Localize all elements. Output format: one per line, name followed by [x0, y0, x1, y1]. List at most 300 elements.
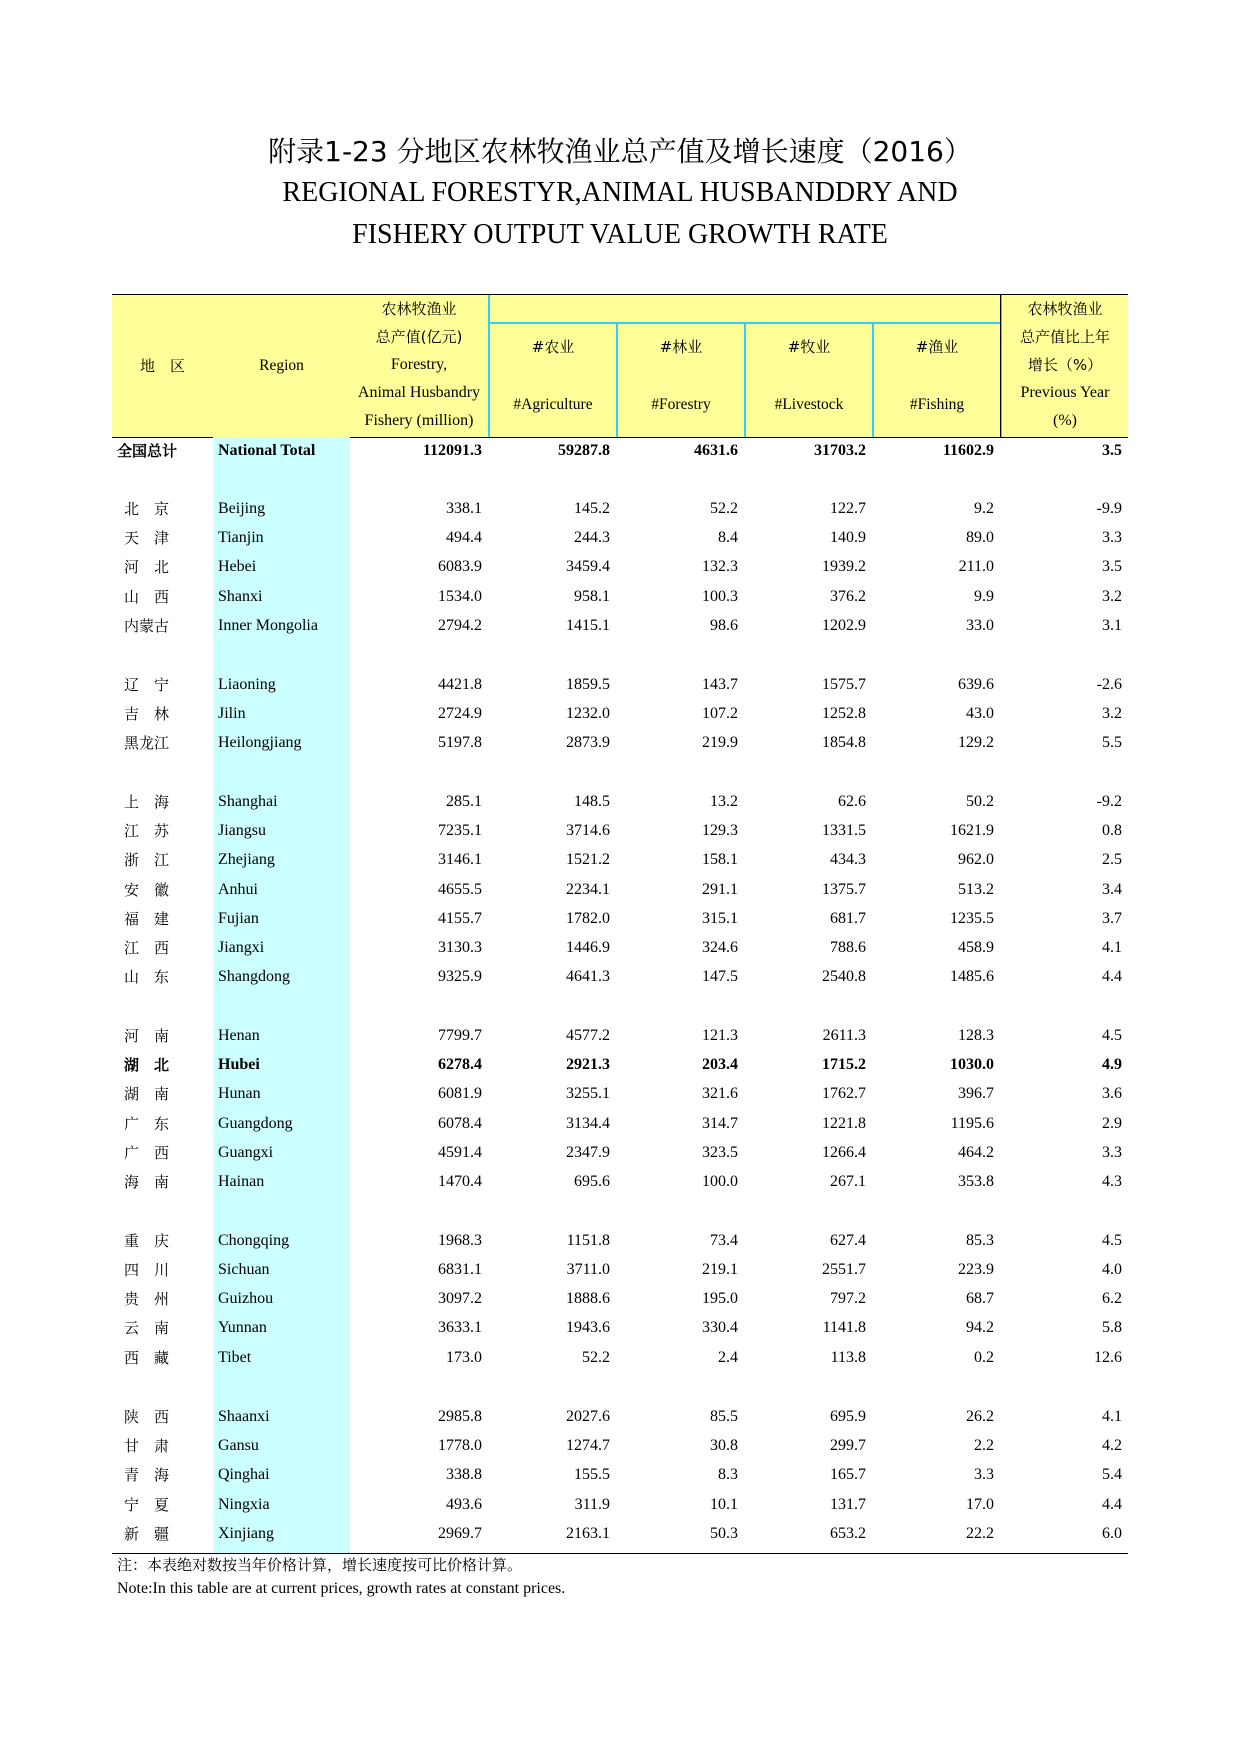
region-cn: 安 徽 — [124, 881, 170, 899]
cell-agri: 1446.9 — [566, 939, 610, 956]
region-en: Qinghai — [218, 1466, 270, 1483]
cell-agri: 2027.6 — [566, 1408, 610, 1425]
region-en: Jilin — [218, 705, 246, 722]
region-cn: 西 藏 — [124, 1349, 170, 1367]
cell-growth: 12.6 — [1094, 1349, 1122, 1366]
cell-agri: 1782.0 — [566, 910, 610, 927]
cell-growth: 4.1 — [1102, 939, 1122, 956]
region-cn: 福 建 — [124, 910, 170, 928]
cell-total: 1778.0 — [438, 1437, 482, 1454]
region-cn: 宁 夏 — [124, 1496, 170, 1514]
cell-growth: 4.5 — [1102, 1232, 1122, 1249]
cell-total: 7799.7 — [438, 1027, 482, 1044]
header-agri-cn: #农业 — [531, 338, 575, 356]
cell-fishing: 2.2 — [974, 1437, 994, 1454]
cell-total: 6278.4 — [438, 1056, 482, 1073]
cell-total: 4591.4 — [438, 1144, 482, 1161]
cell-fishing: 9.2 — [974, 500, 994, 517]
note-chinese: 注：本表绝对数按当年价格计算，增长速度按可比价格计算。 — [117, 1556, 523, 1574]
cell-agri: 1232.0 — [566, 705, 610, 722]
cell-forestry: 73.4 — [710, 1232, 738, 1249]
region-en: Inner Mongolia — [218, 617, 318, 634]
grid-line — [488, 322, 1000, 324]
cell-total: 4421.8 — [438, 676, 482, 693]
cell-total: 1968.3 — [438, 1232, 482, 1249]
cell-agri: 1521.2 — [566, 851, 610, 868]
cell-total: 2724.9 — [438, 705, 482, 722]
cell-livestock: 1141.8 — [822, 1319, 866, 1336]
cell-forestry: 8.4 — [718, 529, 738, 546]
region-cn: 北 京 — [124, 500, 170, 518]
cell-growth: 5.4 — [1102, 1466, 1122, 1483]
cell-livestock: 1375.7 — [822, 881, 866, 898]
region-cn: 山 西 — [124, 588, 170, 606]
cell-forestry: 315.1 — [702, 910, 738, 927]
cell-total: 2794.2 — [438, 617, 482, 634]
cell-forestry: 121.3 — [702, 1027, 738, 1044]
region-cn: 重 庆 — [124, 1232, 170, 1250]
table-row — [112, 1051, 1128, 1079]
cell-livestock: 1854.8 — [822, 734, 866, 751]
region-cn: 河 南 — [124, 1027, 170, 1045]
cell-livestock: 1331.5 — [822, 822, 866, 839]
cell-forestry: 132.3 — [702, 558, 738, 575]
cell-forestry: 8.3 — [718, 1466, 738, 1483]
cell-total: 494.4 — [446, 529, 482, 546]
cell-fishing: 1195.6 — [950, 1115, 994, 1132]
cell-livestock: 31703.2 — [814, 442, 866, 459]
table-row — [112, 1168, 1128, 1196]
cell-growth: 5.5 — [1102, 734, 1122, 751]
cell-livestock: 299.7 — [830, 1437, 866, 1454]
cell-growth: 4.1 — [1102, 1408, 1122, 1425]
cell-total: 4155.7 — [438, 910, 482, 927]
cell-fishing: 962.0 — [958, 851, 994, 868]
cell-agri: 1943.6 — [566, 1319, 610, 1336]
cell-total: 1470.4 — [438, 1173, 482, 1190]
region-cn: 新 疆 — [124, 1525, 170, 1543]
cell-fishing: 0.2 — [974, 1349, 994, 1366]
cell-agri: 958.1 — [574, 588, 610, 605]
region-en: Shanxi — [218, 588, 263, 605]
region-en: Henan — [218, 1027, 260, 1044]
cell-total: 1534.0 — [438, 588, 482, 605]
cell-fishing: 464.2 — [958, 1144, 994, 1161]
cell-livestock: 131.7 — [830, 1496, 866, 1513]
cell-total: 3146.1 — [438, 851, 482, 868]
cell-forestry: 147.5 — [702, 968, 738, 985]
region-cn: 云 南 — [124, 1319, 170, 1337]
region-en: Guizhou — [218, 1290, 274, 1307]
cell-total: 6083.9 — [438, 558, 482, 575]
table-row — [112, 1256, 1128, 1284]
header-fishing-cn: #渔业 — [915, 338, 959, 356]
cell-agri: 155.5 — [574, 1466, 610, 1483]
table-row — [112, 1520, 1128, 1548]
region-en: Heilongjiang — [218, 734, 302, 751]
header-region-en: Region — [259, 357, 304, 374]
region-cn: 山 东 — [124, 968, 170, 986]
table-row — [112, 437, 1128, 465]
cell-forestry: 291.1 — [702, 881, 738, 898]
header-growth — [1002, 295, 1128, 435]
cell-agri: 4641.3 — [566, 968, 610, 985]
cell-total: 6081.9 — [438, 1085, 482, 1102]
cell-fishing: 26.2 — [966, 1408, 994, 1425]
cell-total: 5197.8 — [438, 734, 482, 751]
header-total-line2: 总产值(亿元) — [375, 328, 463, 346]
cell-agri: 59287.8 — [558, 442, 610, 459]
region-en: Guangdong — [218, 1115, 293, 1132]
region-cn: 吉 林 — [124, 705, 170, 723]
region-cn: 辽 宁 — [124, 676, 170, 694]
cell-growth: 6.2 — [1102, 1290, 1122, 1307]
table-row — [112, 524, 1128, 552]
region-cn: 上 海 — [124, 793, 170, 811]
cell-agri: 3255.1 — [566, 1085, 610, 1102]
region-cn: 青 海 — [124, 1466, 170, 1484]
region-en: Shanghai — [218, 793, 278, 810]
table-row — [112, 1344, 1128, 1372]
cell-growth: 3.3 — [1102, 1144, 1122, 1161]
table-row — [112, 1403, 1128, 1431]
cell-fishing: 513.2 — [958, 881, 994, 898]
cell-total: 3097.2 — [438, 1290, 482, 1307]
cell-growth: -9.9 — [1096, 500, 1122, 517]
page-title-english-line1: REGIONAL FORESTYR,ANIMAL HUSBANDDRY AND — [282, 177, 958, 208]
header-agri-en: #Agriculture — [513, 396, 593, 413]
region-en: Chongqing — [218, 1232, 290, 1249]
region-cn: 内蒙古 — [124, 617, 170, 635]
table-row — [112, 671, 1128, 699]
region-en: Liaoning — [218, 676, 276, 693]
header-region-cn: 地 区 — [139, 357, 185, 375]
cell-growth: 4.0 — [1102, 1261, 1122, 1278]
cell-agri: 311.9 — [574, 1496, 610, 1513]
cell-total: 3130.3 — [438, 939, 482, 956]
page-title-chinese: 附录1-23 分地区农林牧渔业总产值及增长速度（2016） — [268, 135, 972, 168]
cell-fishing: 223.9 — [958, 1261, 994, 1278]
cell-livestock: 788.6 — [830, 939, 866, 956]
cell-fishing: 68.7 — [966, 1290, 994, 1307]
region-en: Gansu — [218, 1437, 259, 1454]
cell-fishing: 1621.9 — [950, 822, 994, 839]
cell-agri: 1888.6 — [566, 1290, 610, 1307]
table-row — [112, 846, 1128, 874]
cell-forestry: 30.8 — [710, 1437, 738, 1454]
region-en: Fujian — [218, 910, 259, 927]
header-total-line3: Forestry, — [390, 356, 448, 373]
region-en: Shaanxi — [218, 1408, 270, 1425]
region-cn: 广 西 — [124, 1144, 170, 1162]
cell-total: 285.1 — [446, 793, 482, 810]
cell-livestock: 1221.8 — [822, 1115, 866, 1132]
cell-livestock: 1202.9 — [822, 617, 866, 634]
cell-growth: 3.6 — [1102, 1085, 1122, 1102]
table-row — [112, 612, 1128, 640]
cell-growth: 5.8 — [1102, 1319, 1122, 1336]
header-growth-line2: 总产值比上年 — [1019, 328, 1110, 346]
cell-fishing: 9.9 — [974, 588, 994, 605]
cell-forestry: 107.2 — [702, 705, 738, 722]
cell-agri: 695.6 — [574, 1173, 610, 1190]
cell-livestock: 2551.7 — [822, 1261, 866, 1278]
cell-fishing: 50.2 — [966, 793, 994, 810]
region-en: Hunan — [218, 1085, 261, 1102]
cell-growth: 4.3 — [1102, 1173, 1122, 1190]
header-livestock-en: #Livestock — [774, 396, 844, 413]
header-growth-line4: Previous Year — [1020, 384, 1110, 401]
header-total — [350, 295, 488, 435]
cell-fishing: 85.3 — [966, 1232, 994, 1249]
cell-livestock: 1575.7 — [822, 676, 866, 693]
cell-livestock: 376.2 — [830, 588, 866, 605]
header-total-line5: Fishery (million) — [364, 412, 474, 429]
cell-total: 3633.1 — [438, 1319, 482, 1336]
cell-growth: 4.9 — [1102, 1056, 1122, 1073]
cell-fishing: 89.0 — [966, 529, 994, 546]
cell-livestock: 113.8 — [830, 1349, 866, 1366]
cell-forestry: 321.6 — [702, 1085, 738, 1102]
page-title-english-line2: FISHERY OUTPUT VALUE GROWTH RATE — [352, 219, 888, 250]
cell-growth: 6.0 — [1102, 1525, 1122, 1542]
cell-forestry: 324.6 — [702, 939, 738, 956]
region-en: Shangdong — [218, 968, 290, 985]
cell-fishing: 94.2 — [966, 1319, 994, 1336]
region-en: National Total — [218, 442, 316, 459]
cell-growth: 4.4 — [1102, 1496, 1122, 1513]
grid-line — [1000, 294, 1001, 437]
header-growth-line5: (%) — [1053, 412, 1077, 429]
header-growth-line3: 增长（%） — [1027, 356, 1103, 374]
cell-fishing: 128.3 — [958, 1027, 994, 1044]
cell-total: 6831.1 — [438, 1261, 482, 1278]
cell-livestock: 267.1 — [830, 1173, 866, 1190]
cell-agri: 3714.6 — [566, 822, 610, 839]
cell-livestock: 1762.7 — [822, 1085, 866, 1102]
cell-livestock: 2611.3 — [822, 1027, 866, 1044]
region-en: Guangxi — [218, 1144, 274, 1161]
table-row — [112, 1080, 1128, 1108]
cell-growth: 3.2 — [1102, 588, 1122, 605]
cell-livestock: 653.2 — [830, 1525, 866, 1542]
region-en: Ningxia — [218, 1496, 270, 1513]
region-cn: 湖 北 — [124, 1056, 170, 1074]
cell-agri: 1151.8 — [566, 1232, 610, 1249]
region-en: Hubei — [218, 1056, 260, 1073]
cell-livestock: 122.7 — [830, 500, 866, 517]
header-forestry-en: #Forestry — [651, 396, 711, 413]
cell-agri: 4577.2 — [566, 1027, 610, 1044]
region-cn: 陕 西 — [124, 1408, 170, 1426]
region-en: Sichuan — [218, 1261, 270, 1278]
cell-agri: 1415.1 — [566, 617, 610, 634]
cell-total: 4655.5 — [438, 881, 482, 898]
region-en: Tibet — [218, 1349, 252, 1366]
cell-fishing: 11602.9 — [942, 442, 994, 459]
cell-growth: 4.5 — [1102, 1027, 1122, 1044]
table-header — [112, 294, 1128, 438]
cell-agri: 3459.4 — [566, 558, 610, 575]
region-en: Jiangxi — [218, 939, 265, 956]
cell-forestry: 100.3 — [702, 588, 738, 605]
cell-forestry: 129.3 — [702, 822, 738, 839]
cell-forestry: 13.2 — [710, 793, 738, 810]
cell-forestry: 195.0 — [702, 1290, 738, 1307]
table-row — [112, 1432, 1128, 1460]
cell-forestry: 158.1 — [702, 851, 738, 868]
region-en: Anhui — [218, 881, 258, 898]
cell-forestry: 85.5 — [710, 1408, 738, 1425]
cell-forestry: 219.9 — [702, 734, 738, 751]
cell-fishing: 1030.0 — [950, 1056, 994, 1073]
cell-total: 6078.4 — [438, 1115, 482, 1132]
region-cn: 湖 南 — [124, 1085, 170, 1103]
table-row — [112, 1227, 1128, 1255]
cell-livestock: 434.3 — [830, 851, 866, 868]
cell-total: 112091.3 — [422, 442, 482, 459]
table-row — [112, 963, 1128, 991]
region-cn: 江 西 — [124, 939, 170, 957]
cell-forestry: 219.1 — [702, 1261, 738, 1278]
cell-growth: 2.5 — [1102, 851, 1122, 868]
cell-total: 9325.9 — [438, 968, 482, 985]
cell-fishing: 211.0 — [958, 558, 994, 575]
cell-total: 7235.1 — [438, 822, 482, 839]
cell-fishing: 129.2 — [958, 734, 994, 751]
region-cn: 江 苏 — [124, 822, 170, 840]
cell-agri: 2873.9 — [566, 734, 610, 751]
header-fishing-en: #Fishing — [909, 396, 965, 413]
region-en: Hebei — [218, 558, 257, 575]
header-forestry-cn: #林业 — [659, 338, 703, 356]
region-en: Jiangsu — [218, 822, 266, 839]
table-row — [112, 1110, 1128, 1138]
cell-growth: 3.5 — [1102, 558, 1122, 575]
region-en: Zhejiang — [218, 851, 275, 868]
cell-growth: -9.2 — [1096, 793, 1122, 810]
cell-agri: 1274.7 — [566, 1437, 610, 1454]
table-row — [112, 876, 1128, 904]
cell-forestry: 100.0 — [702, 1173, 738, 1190]
cell-agri: 2163.1 — [566, 1525, 610, 1542]
cell-fishing: 1235.5 — [950, 910, 994, 927]
header-growth-line1: 农林牧渔业 — [1027, 300, 1103, 318]
cell-growth: 3.1 — [1102, 617, 1122, 634]
cell-livestock: 695.9 — [830, 1408, 866, 1425]
table-row — [112, 1314, 1128, 1342]
cell-livestock: 1266.4 — [822, 1144, 866, 1161]
table-row — [112, 905, 1128, 933]
table-row — [112, 583, 1128, 611]
cell-livestock: 1939.2 — [822, 558, 866, 575]
cell-agri: 3711.0 — [566, 1261, 610, 1278]
table-row — [112, 553, 1128, 581]
table-row — [112, 788, 1128, 816]
cell-fishing: 458.9 — [958, 939, 994, 956]
cell-growth: 3.3 — [1102, 529, 1122, 546]
cell-growth: 0.8 — [1102, 822, 1122, 839]
region-en: Beijing — [218, 500, 266, 517]
region-cn: 河 北 — [124, 558, 170, 576]
cell-growth: 3.5 — [1102, 442, 1122, 459]
note-english: Note:In this table are at current prices, growth rates at constant prices. — [117, 1580, 566, 1597]
cell-agri: 2234.1 — [566, 881, 610, 898]
cell-agri: 1859.5 — [566, 676, 610, 693]
region-cn: 四 川 — [124, 1261, 170, 1279]
cell-growth: 2.9 — [1102, 1115, 1122, 1132]
table-row — [112, 495, 1128, 523]
cell-growth: 4.2 — [1102, 1437, 1122, 1454]
cell-fishing: 353.8 — [958, 1173, 994, 1190]
table-row — [112, 1139, 1128, 1167]
cell-total: 2985.8 — [438, 1408, 482, 1425]
cell-agri: 52.2 — [582, 1349, 610, 1366]
cell-fishing: 22.2 — [966, 1525, 994, 1542]
cell-growth: 3.2 — [1102, 705, 1122, 722]
cell-forestry: 323.5 — [702, 1144, 738, 1161]
region-cn: 全国总计 — [117, 442, 178, 460]
cell-livestock: 140.9 — [830, 529, 866, 546]
cell-growth: -2.6 — [1096, 676, 1122, 693]
region-cn: 天 津 — [124, 529, 170, 547]
cell-forestry: 314.7 — [702, 1115, 738, 1132]
cell-forestry: 2.4 — [718, 1349, 738, 1366]
region-en: Yunnan — [218, 1319, 267, 1336]
table-row — [112, 729, 1128, 757]
table-row — [112, 1285, 1128, 1313]
cell-forestry: 143.7 — [702, 676, 738, 693]
cell-fishing: 639.6 — [958, 676, 994, 693]
table-row — [112, 817, 1128, 845]
cell-forestry: 10.1 — [710, 1496, 738, 1513]
region-cn: 甘 肃 — [124, 1437, 170, 1455]
cell-forestry: 52.2 — [710, 500, 738, 517]
cell-livestock: 2540.8 — [822, 968, 866, 985]
cell-forestry: 98.6 — [710, 617, 738, 634]
table-row — [112, 700, 1128, 728]
cell-forestry: 330.4 — [702, 1319, 738, 1336]
cell-livestock: 1252.8 — [822, 705, 866, 722]
cell-forestry: 50.3 — [710, 1525, 738, 1542]
cell-livestock: 627.4 — [830, 1232, 866, 1249]
cell-fishing: 396.7 — [958, 1085, 994, 1102]
region-en: Tianjin — [218, 529, 264, 546]
cell-fishing: 3.3 — [974, 1466, 994, 1483]
cell-agri: 244.3 — [574, 529, 610, 546]
region-cn: 浙 江 — [124, 851, 170, 869]
table-row — [112, 1022, 1128, 1050]
cell-livestock: 1715.2 — [822, 1056, 866, 1073]
cell-agri: 145.2 — [574, 500, 610, 517]
cell-agri: 148.5 — [574, 793, 610, 810]
region-en: Hainan — [218, 1173, 265, 1190]
cell-fishing: 43.0 — [966, 705, 994, 722]
cell-growth: 3.7 — [1102, 910, 1122, 927]
cell-livestock: 681.7 — [830, 910, 866, 927]
header-total-line4: Animal Husbandry — [357, 384, 481, 401]
cell-total: 2969.7 — [438, 1525, 482, 1542]
cell-livestock: 797.2 — [830, 1290, 866, 1307]
cell-fishing: 1485.6 — [950, 968, 994, 985]
cell-forestry: 4631.6 — [694, 442, 738, 459]
table-row — [112, 1491, 1128, 1519]
cell-forestry: 203.4 — [702, 1056, 738, 1073]
cell-growth: 4.4 — [1102, 968, 1122, 985]
cell-growth: 3.4 — [1102, 881, 1122, 898]
cell-livestock: 62.6 — [838, 793, 866, 810]
cell-agri: 2921.3 — [566, 1056, 610, 1073]
